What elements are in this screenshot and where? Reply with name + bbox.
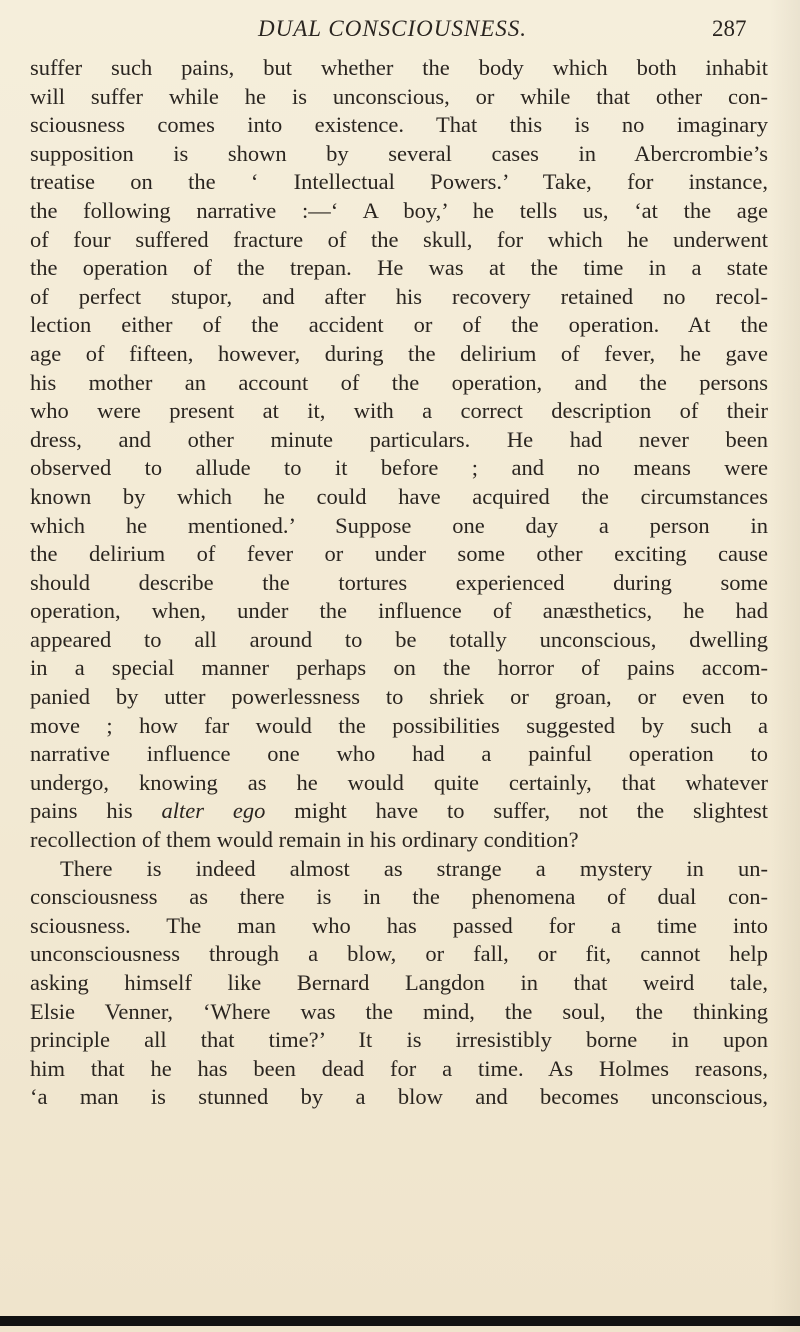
- text-line: will suffer while he is unconscious, or while that other con-: [30, 83, 768, 109]
- text-line: ‘a man is stunned by a blow and becomes unconscious,: [30, 1084, 768, 1110]
- text-line: the following narrative :—‘ A boy,’ he tells us, ‘at the age: [30, 197, 768, 223]
- text-line: the operation of the trepan. He was at the time in a state: [30, 255, 768, 281]
- text-line: Elsie Venner, ‘Where was the mind, the soul, the thinking: [30, 998, 768, 1024]
- text-line: observed to allude to it before ; and no means were: [30, 455, 768, 481]
- text-line: move ; how far would the possibilities suggested by such a: [30, 712, 768, 738]
- text-line: of four suffered fracture of the skull, for which he underwent: [30, 226, 768, 252]
- italic-phrase: alter ego: [161, 798, 266, 824]
- text-line: sciousness comes into existence. That this is no imaginary: [30, 112, 768, 138]
- text-line: of perfect stupor, and after his recovery retained no recol-: [30, 283, 768, 309]
- text-line: asking himself like Bernard Langdon in that weird tale,: [30, 970, 768, 995]
- text-line: lection either of the accident or of the operation. At the: [30, 312, 768, 338]
- text-line: known by which he could have acquired the circumstances: [30, 483, 768, 509]
- text-line: dress, and other minute particulars. He had never been: [30, 426, 768, 452]
- text-line: suffer such pains, but whether the body which both inhabit: [30, 55, 768, 80]
- text-line: recollection of them would remain in his ordinary condition?: [30, 827, 579, 853]
- text-line: unconsciousness through a blow, or fall, or fit, cannot help: [30, 941, 768, 967]
- text-line: principle all that time?’ It is irresistibly borne in upon: [30, 1027, 768, 1053]
- text-line: his mother an account of the operation, and the persons: [30, 369, 768, 395]
- text-line: who were present at it, with a correct description of their: [30, 398, 768, 424]
- body-text: [30, 54, 768, 1112]
- running-title: DUAL CONSCIOUSNESS.: [258, 16, 528, 41]
- text-line: consciousness as there is in the phenomena of dual con-: [30, 884, 768, 910]
- text-line: sciousness. The man who has passed for a time into: [30, 912, 768, 938]
- text-line: panied by utter powerlessness to shriek or groan, or even to: [30, 684, 768, 710]
- text-line: undergo, knowing as he would quite certainly, that whatever: [30, 769, 768, 795]
- text-line-with-italic: [30, 797, 768, 826]
- text-line: in a special manner perhaps on the horror of pains accom-: [30, 655, 768, 681]
- text-segment: might have to suffer, not the slightest: [294, 798, 768, 824]
- page-edge-shadow: [770, 0, 800, 1332]
- text-line: operation, when, under the influence of anæsthetics, he had: [30, 598, 768, 624]
- text-line: supposition is shown by several cases in Abercrombie’s: [30, 140, 768, 166]
- paragraph-first-line: There is indeed almost as strange a mystery in un-: [60, 855, 768, 881]
- text-line: the delirium of fever or under some other exciting cause: [30, 541, 768, 567]
- text-line: him that he has been dead for a time. As Holmes reasons,: [30, 1055, 768, 1081]
- text-line: age of fifteen, however, during the delirium of fever, he gave: [30, 340, 768, 366]
- text-line: should describe the tortures experienced during some: [30, 569, 768, 595]
- text-line: appeared to all around to be totally unconscious, dwelling: [30, 626, 768, 652]
- text-line: which he mentioned.’ Suppose one day a person in: [30, 512, 768, 538]
- page-header: [0, 10, 800, 50]
- text-line: narrative influence one who had a painful operation to: [30, 741, 768, 767]
- bottom-edge-band: [0, 1316, 800, 1326]
- text-line: treatise on the ‘ Intellectual Powers.’ Take, for instance,: [30, 169, 768, 195]
- page-number: 287: [712, 16, 747, 41]
- text-segment: pains his: [30, 798, 133, 824]
